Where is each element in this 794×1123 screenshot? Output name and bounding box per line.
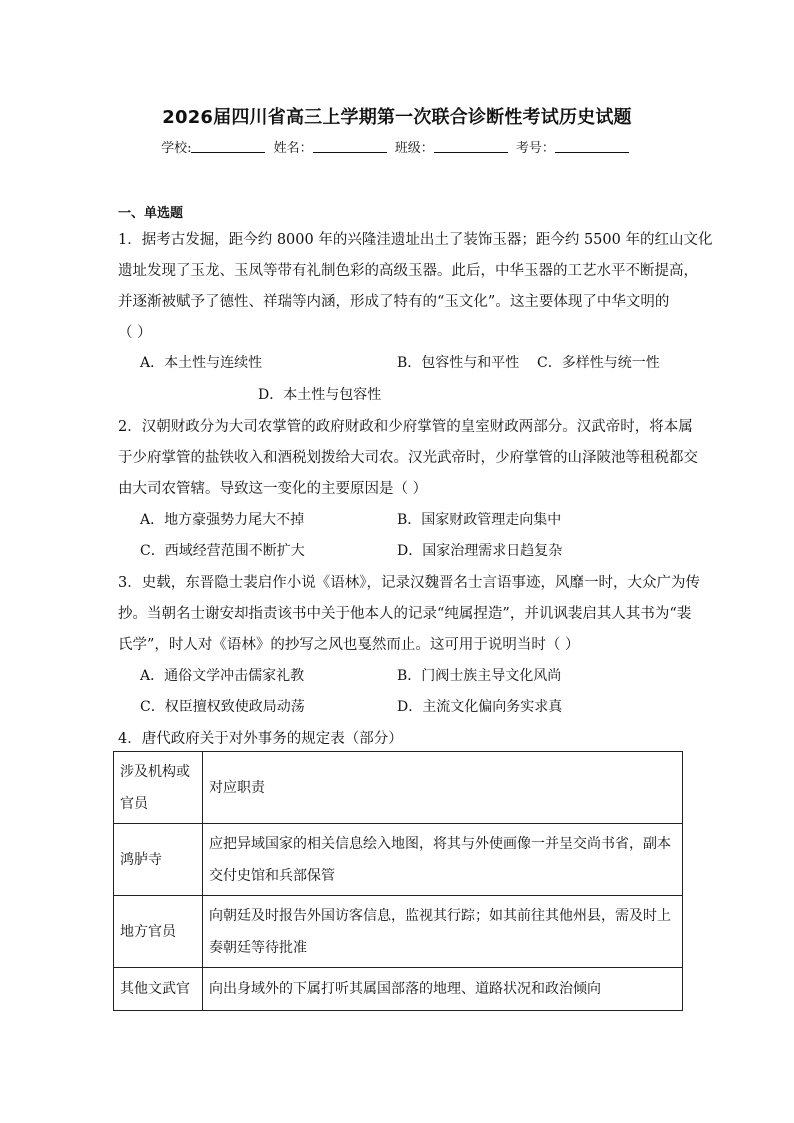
- school-blank[interactable]: [191, 140, 265, 153]
- q3-option-b[interactable]: B．门阀士族主导文化风尚: [397, 668, 562, 684]
- name-blank[interactable]: [313, 140, 387, 153]
- q4-line: 4．唐代政府关于对外事务的规定表（部分）: [118, 731, 403, 747]
- table-cell: 其他文武官: [114, 968, 203, 1011]
- q3-option-a[interactable]: A．通俗文学冲击儒家礼教: [140, 668, 305, 684]
- table-row: [114, 968, 683, 1011]
- q2-line-3: 由大司农管辖。导致这一变化的主要原因是（ ）: [118, 481, 428, 497]
- q2-line-1: 2．汉朝财政分为大司农掌管的政府财政和少府掌管的皇室财政两部分。汉武帝时，将本属: [118, 419, 693, 435]
- table-cell: 地方官员: [114, 896, 203, 968]
- table-header-cell: 对应职责: [203, 752, 683, 824]
- q1-option-c[interactable]: C．多样性与统一性: [537, 355, 660, 371]
- table-cell: 向朝廷及时报告外国访客信息，监视其行踪；如其前往其他州县，需及时上 奏朝廷等待批准: [203, 896, 683, 968]
- class-blank[interactable]: [434, 140, 508, 153]
- table-cell: 应把异域国家的相关信息绘入地图，将其与外使画像一并呈交尚书省，副本 交付史馆和兵部保管: [203, 824, 683, 896]
- class-label: 班级：: [394, 141, 434, 156]
- q3-line-2: 抄。当朝名士谢安却指责该书中关于他本人的记录“纯属捏造”，并讥讽裴启其人其书为“裴: [118, 606, 692, 622]
- q3-option-c[interactable]: C．权臣擅权致使政局动荡: [140, 699, 305, 715]
- q1-line-4: （ ）: [118, 325, 152, 341]
- q1-option-d[interactable]: D．本土性与包容性: [258, 387, 382, 403]
- q1-option-b[interactable]: B．包容性与和平性: [397, 355, 520, 371]
- q1-line-1: 1．据考古发掘，距今约 8000 年的兴隆洼遗址出土了装饰玉器；距今约 5500 年的红山文化: [118, 232, 713, 248]
- rules-table: [113, 751, 683, 1011]
- table-cell: 鸿胪寺: [114, 824, 203, 896]
- number-label: 考号：: [515, 141, 555, 156]
- table-cell: 向出身域外的下属打听其属国部落的地理、道路状况和政治倾向: [203, 968, 683, 1011]
- table-header-cell: 涉及机构或 官员: [114, 752, 203, 824]
- name-label: 姓名：: [273, 141, 313, 156]
- student-info-line: [0, 137, 794, 156]
- q3-line-1: 3．史载，东晋隐士裴启作小说《语林》，记录汉魏晋名士言语事迹，风靡一时，大众广为传: [118, 575, 700, 591]
- q1-line-3: 并逐渐被赋予了德性、祥瑞等内涵，形成了特有的“玉文化”。这主要体现了中华文明的: [118, 294, 670, 310]
- page-title: 2026届四川省高三上学期第一次联合诊断性考试历史试题: [162, 107, 632, 128]
- q1-line-2: 遗址发现了玉龙、玉凤等带有礼制色彩的高级玉器。此后，中华玉器的工艺水平不断提高，: [118, 263, 698, 279]
- number-blank[interactable]: [555, 140, 629, 153]
- q2-option-d[interactable]: D．国家治理需求日趋复杂: [397, 543, 563, 559]
- table-header-row: [114, 752, 683, 824]
- q1-option-a[interactable]: A．本土性与连续性: [140, 355, 263, 371]
- school-label: 学校:: [161, 141, 192, 156]
- q3-line-3: 氏学”，时人对《语林》的抄写之风也戛然而止。这可用于说明当时（ ）: [118, 637, 580, 653]
- q2-option-a[interactable]: A．地方豪强势力尾大不掉: [140, 512, 305, 528]
- q3-option-d[interactable]: D．主流文化偏向务实求真: [397, 699, 563, 715]
- q2-option-b[interactable]: B．国家财政管理走向集中: [397, 512, 562, 528]
- q2-option-c[interactable]: C．西域经营范围不断扩大: [140, 543, 305, 559]
- q2-line-2: 于少府掌管的盐铁收入和酒税划拨给大司农。汉光武帝时，少府掌管的山泽陂池等租税都交: [118, 450, 698, 466]
- table-row: [114, 824, 683, 896]
- table-row: [114, 896, 683, 968]
- section-heading: 一、单选题: [118, 206, 184, 221]
